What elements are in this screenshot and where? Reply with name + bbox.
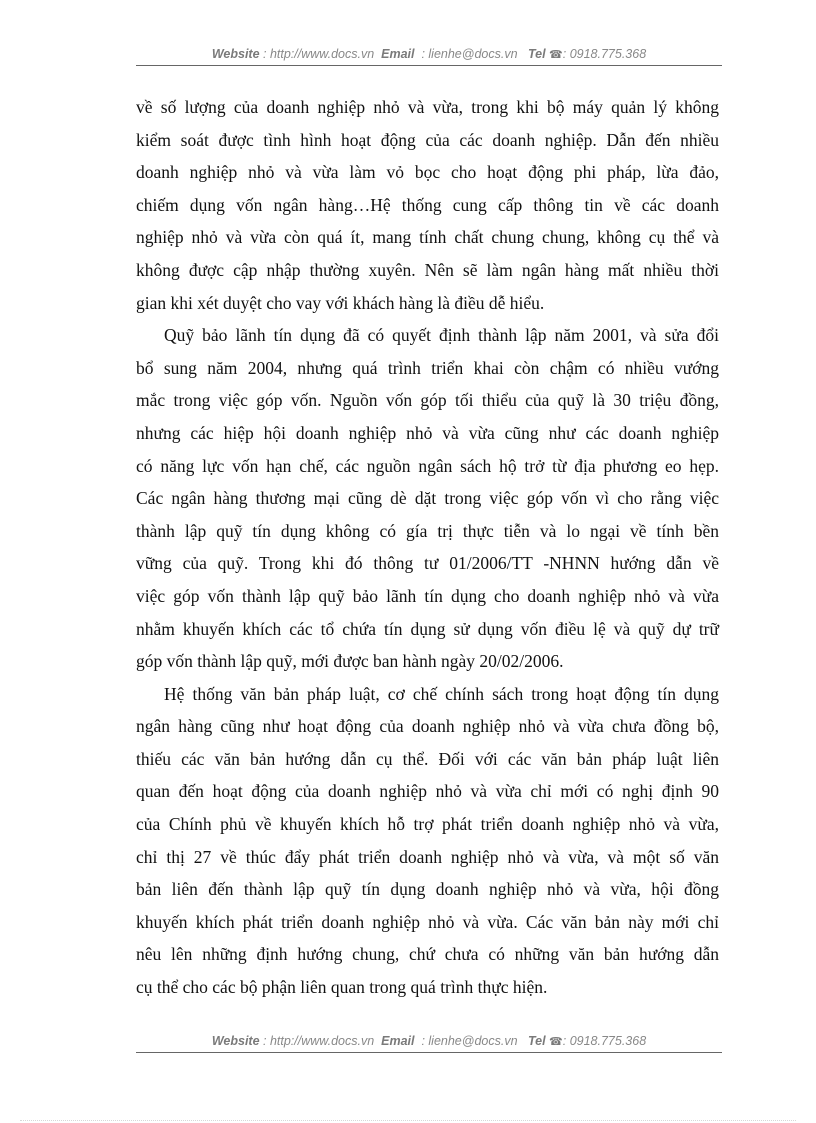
text-line: quan đến hoạt động của doanh nghiệp nhỏ và vừa chỉ mới có nghị định 90 [136,781,719,802]
header-website-value[interactable]: : http://www.docs.vn [263,47,375,61]
text-line: Các ngân hàng thương mại cũng dè dặt trong việc góp vốn vì cho rằng việc [136,488,719,509]
phone-icon: ☎ [549,1036,563,1048]
text-line: bản liên đến thành lập quỹ tín dụng doanh nghiệp nhỏ và vừa, hội đồng [136,879,719,900]
text-line: thành lập quỹ tín dụng không có gía trị thực tiễn và lo ngại về tính bền [136,520,719,541]
text-line: khuyến khích phát triển doanh nghiệp nhỏ và vừa. Các văn bản này mới chỉ [136,911,719,932]
header-email-value[interactable]: : lienhe@docs.vn [421,47,518,61]
footer-website-value[interactable]: : http://www.docs.vn [263,1034,375,1048]
text-line: không được cập nhập thường xuyên. Nên sẽ làm ngân hàng mất nhiều thời [136,259,719,280]
header-website-label: Website [211,47,260,61]
text-line: ngân hàng cũng như hoạt động của doanh nghiệp nhỏ và vừa chưa đồng bộ, [136,716,719,737]
text-line: của Chính phủ về khuyến khích hỗ trợ phát triển doanh nghiệp nhỏ và vừa, [136,814,719,835]
text-line: chỉ thị 27 về thúc đẩy phát triển doanh nghiệp nhỏ và vừa, và một số văn [136,846,719,867]
footer-email-label: Email [381,1034,415,1048]
text-line: về số lượng của doanh nghiệp nhỏ và vừa, trong khi bộ máy quản lý không [136,97,719,117]
text-line: Hệ thống văn bản pháp luật, cơ chế chính sách trong hoạt động tín dụng [164,683,719,704]
text-line: thiếu các văn bản hướng dẫn cụ thể. Đối với các văn bản pháp luật liên [136,748,719,769]
page-header [136,47,722,66]
text-line: bổ sung năm 2004, nhưng quá trình triển khai còn chậm có nhiều vướng [136,357,719,378]
paragraph-1 [136,91,719,319]
text-line: vững của quỹ. Trong khi đó thông tư 01/2006/TT -NHNN hướng dẫn về [136,553,719,574]
text-line: gian khi xét duyệt cho vay với khách hàng là điều dễ hiểu. [136,292,545,313]
text-line: cụ thể cho các bộ phận liên quan trong quá trình thực hiện. [136,977,548,998]
text-line: chiếm dụng vốn ngân hàng…Hệ thống cung cấp thông tin về các doanh [136,194,719,215]
text-line: mắc trong việc góp vốn. Nguồn vốn góp tối thiểu của quỹ là 30 triệu đồng, [136,390,719,411]
paragraph-3 [136,678,719,1004]
page-footer [136,1034,722,1053]
text-line: góp vốn thành lập quỹ, mới được ban hành ngày 20/02/2006. [136,651,564,672]
header-tel-value: : 0918.775.368 [562,47,647,61]
document-body [136,91,719,1004]
header-tel-label: Tel [527,47,546,61]
paragraph-2 [136,319,719,678]
footer-tel-label: Tel [527,1034,546,1048]
text-line: kiểm soát được tình hình hoạt động của các doanh nghiệp. Dẫn đến nhiều [136,129,719,150]
text-line: nêu lên những định hướng chung, chứ chưa có những văn bản hướng dẫn [136,944,719,965]
footer-website-label: Website [211,1034,260,1048]
text-line: doanh nghiệp nhỏ và vừa làm vỏ bọc cho hoạt động phi pháp, lừa đảo, [136,162,719,183]
page-bottom-edge [20,1120,796,1121]
phone-icon: ☎ [549,49,563,61]
header-email-label: Email [381,47,415,61]
text-line: nhưng các hiệp hội doanh nghiệp nhỏ và vừa cũng như các doanh nghiệp [136,422,719,443]
text-line: việc góp vốn thành lập quỹ bảo lãnh tín dụng cho doanh nghiệp nhỏ và vừa [136,585,719,606]
text-line: nghiệp nhỏ và vừa còn quá ít, mang tính chất chung chung, không cụ thể và [136,227,719,248]
footer-tel-value: : 0918.775.368 [562,1034,647,1048]
text-line: Quỹ bảo lãnh tín dụng đã có quyết định thành lập năm 2001, và sửa đổi [164,325,719,346]
footer-email-value[interactable]: : lienhe@docs.vn [421,1034,518,1048]
text-line: có năng lực vốn hạn chế, các nguồn ngân sách hộ trở từ địa phương eo hẹp. [136,455,719,476]
text-line: nhằm khuyến khích các tổ chứa tín dụng sử dụng vốn điều lệ và quỹ dự trữ [136,618,719,639]
